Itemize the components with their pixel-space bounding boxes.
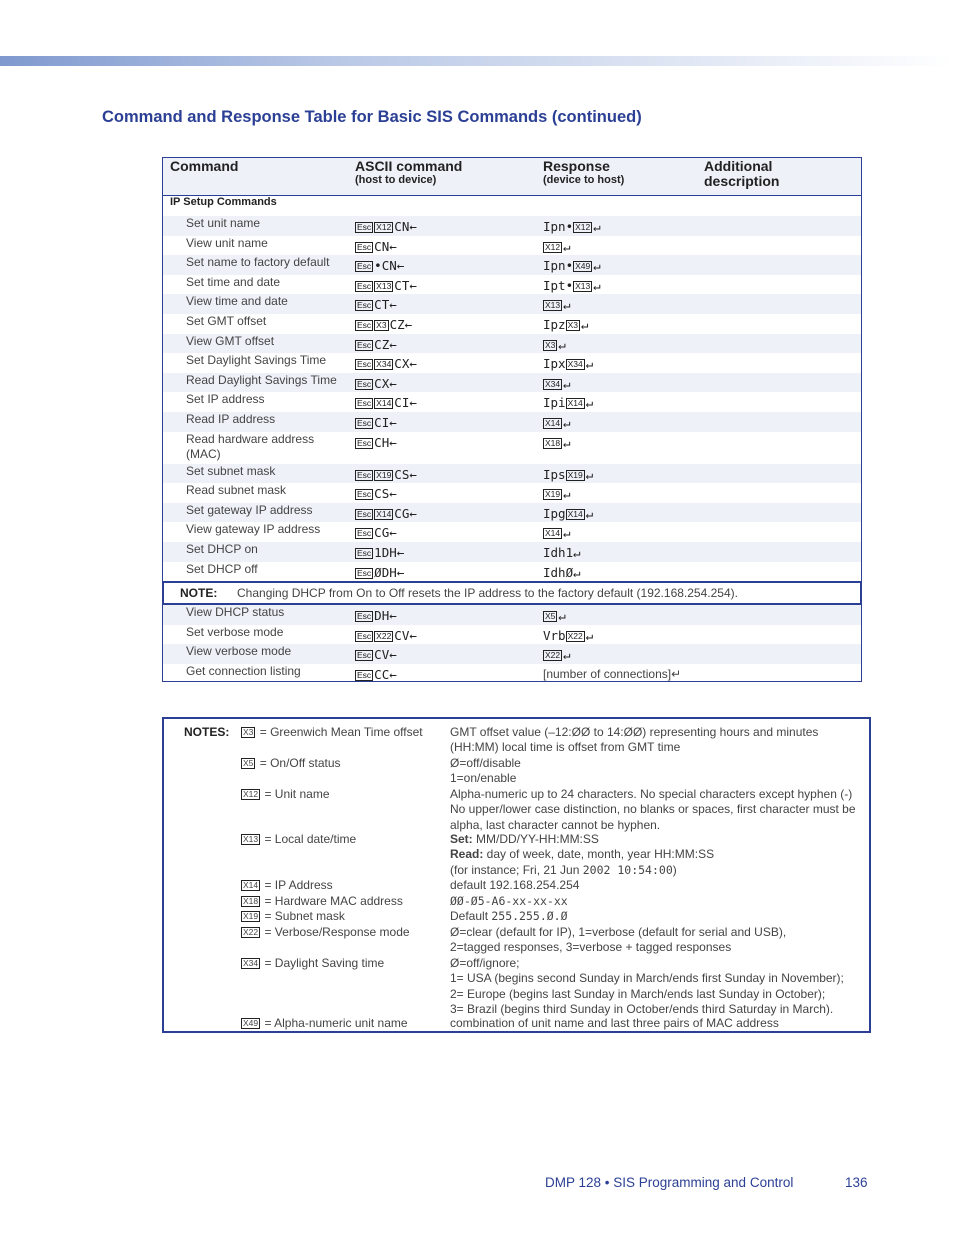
response: Ipn• X49 ↵ xyxy=(543,258,601,274)
note-description: Ø=off/ignore; 1= USA (begins second Sunday in March/ends first Sunday in November); 2= Europe (begins last Sunday in March/ends last Sunday in October); 3= Brazil (begins third Sunday in October/ends third Saturday in March). xyxy=(450,956,844,1016)
key-box: X49 xyxy=(575,261,591,272)
response: Ipt• X13 ↵ xyxy=(543,277,601,293)
key-box: Esc xyxy=(357,611,372,621)
key-box: X14 xyxy=(243,880,259,890)
ascii-command: Esc X14 CG← xyxy=(357,505,417,521)
key-box: Esc xyxy=(357,650,372,661)
key-box: X14 xyxy=(545,418,561,428)
notes-box xyxy=(162,717,871,1033)
page-number: 136 xyxy=(845,1175,868,1190)
response: Ipx X34 ↵ xyxy=(543,356,594,372)
note-description: Set: MM/DD/YY-HH:MM:SS Read: day of week, date, month, year HH:MM:SS (for instance; Fri, 21 Jun 2002 10:54:00) xyxy=(450,832,715,877)
command-name: View gateway IP address xyxy=(186,522,321,537)
response: Ips X19 ↵ xyxy=(543,466,594,482)
ascii-command: Esc ØDH← xyxy=(357,564,405,580)
command-name: Set verbose mode xyxy=(186,624,284,639)
table-row xyxy=(163,432,861,464)
table-row xyxy=(163,255,861,275)
key-box: X5 xyxy=(243,758,254,768)
header-response-label: Response xyxy=(543,158,610,174)
key-box: X12 xyxy=(243,789,259,799)
table-row xyxy=(163,644,861,664)
response: Ipz X3 ↵ xyxy=(543,317,589,332)
response: [number of connections]↵ xyxy=(543,666,682,681)
response: X19 ↵ xyxy=(545,486,571,502)
key-box: X34 xyxy=(567,359,583,370)
command-name: View DHCP status xyxy=(186,605,285,619)
key-box: X18 xyxy=(545,437,561,448)
command-name: Read hardware address (MAC) xyxy=(186,431,315,461)
command-name: Set gateway IP address xyxy=(186,502,313,517)
table-row xyxy=(163,314,861,334)
response: X14 ↵ xyxy=(545,415,571,430)
key-box: Esc xyxy=(357,669,372,680)
key-box: X34 xyxy=(243,958,259,968)
notes-label: NOTES: xyxy=(184,725,230,739)
command-name: Set name to factory default xyxy=(186,255,330,270)
note-key: X5 = On/Off status xyxy=(243,756,341,770)
key-box: Esc xyxy=(357,437,372,448)
key-box: Esc xyxy=(357,300,372,311)
table-row xyxy=(163,522,861,542)
key-box: Esc xyxy=(357,630,372,641)
ascii-command: Esc 1DH← xyxy=(357,545,405,560)
note-description: GMT offset value (–12:ØØ to 14:ØØ) representing hours and minutes (HH:MM) local time is offset from GMT time xyxy=(450,725,819,755)
command-name: Read Daylight Savings Time xyxy=(186,372,337,387)
table-row xyxy=(163,216,861,236)
response: Ipg X14 ↵ xyxy=(543,505,594,521)
table-row xyxy=(163,625,861,645)
note-key: X34 = Daylight Saving time xyxy=(243,956,385,970)
table-header xyxy=(163,158,861,196)
footer-text: DMP 128 • SIS Programming and Control xyxy=(545,1175,794,1190)
key-box: Esc xyxy=(357,222,372,232)
command-name: View unit name xyxy=(186,235,268,250)
note-key: X12 = Unit name xyxy=(243,787,330,801)
ascii-command: Esc CT← xyxy=(357,297,397,313)
note-key: X3 = Greenwich Mean Time offset xyxy=(243,725,423,739)
note-key: X22 = Verbose/Response mode xyxy=(243,925,410,939)
command-name: View GMT offset xyxy=(186,333,275,348)
ascii-command: Esc X13 CT← xyxy=(357,277,417,293)
key-box: Esc xyxy=(357,359,372,370)
note-key: X14 = IP Address xyxy=(243,878,333,892)
key-box: Esc xyxy=(357,418,372,428)
note-description: Ø=off/disable 1=on/enable xyxy=(450,756,521,786)
key-box: X19 xyxy=(545,489,561,500)
ascii-command: Esc X12 CN← xyxy=(357,219,417,234)
response: X34 ↵ xyxy=(545,375,571,391)
table-row xyxy=(163,353,861,373)
key-box: X3 xyxy=(376,320,387,330)
note-description: ØØ-Ø5-A6-xx-xx-xx xyxy=(450,894,568,908)
ascii-command: Esc CN← xyxy=(357,238,397,254)
ascii-command: Esc CI← xyxy=(357,415,397,430)
table-row xyxy=(163,483,861,503)
response: X22 ↵ xyxy=(545,647,571,663)
ascii-command: Esc CH← xyxy=(357,434,397,450)
table-row xyxy=(163,334,861,354)
key-box: Esc xyxy=(357,241,372,252)
command-name: Set unit name xyxy=(186,216,261,230)
table-row xyxy=(163,412,861,432)
command-name: Set DHCP on xyxy=(186,542,258,556)
dhcp-note xyxy=(162,581,862,605)
table-row xyxy=(163,664,861,684)
key-box: Esc xyxy=(357,469,372,480)
header-ascii xyxy=(355,159,462,187)
note-text: Changing DHCP from On to Off resets the IP address to the factory default (192.168.254.254). xyxy=(237,586,738,600)
table-row xyxy=(163,605,861,625)
ascii-command: Esc CS← xyxy=(357,486,397,502)
page-title: Command and Response Table for Basic SIS Commands (continued) xyxy=(102,108,642,126)
key-box: X19 xyxy=(567,469,583,480)
note-description: Alpha-numeric up to 24 characters. No special characters except hyphen (-) No upper/lower case distinction, no blanks or spaces, first character must be alpha, last character cannot be hyphen. xyxy=(450,787,856,832)
table-row xyxy=(163,503,861,523)
table-row xyxy=(163,275,861,295)
ascii-command: Esc X14 CI← xyxy=(357,395,417,411)
ascii-command: Esc X3 CZ← xyxy=(357,317,413,332)
key-box: X19 xyxy=(243,911,259,921)
key-box: Esc xyxy=(357,508,372,519)
header-response-sub: (device to host) xyxy=(543,174,625,186)
key-box: Esc xyxy=(357,489,372,500)
key-box: X22 xyxy=(376,630,392,641)
response: Vrb X22 ↵ xyxy=(543,627,594,643)
key-box: X18 xyxy=(243,896,259,906)
header-ascii-label: ASCII command xyxy=(355,158,463,174)
ascii-command: Esc CZ← xyxy=(357,336,397,352)
command-name: Set subnet mask xyxy=(186,463,276,478)
key-box: X19 xyxy=(376,469,392,480)
header-command: Command xyxy=(170,158,239,174)
command-name: Set IP address xyxy=(186,392,265,407)
ascii-command: Esc DH← xyxy=(357,608,397,623)
note-key: X18 = Hardware MAC address xyxy=(243,894,403,908)
note-key: X13 = Local date/time xyxy=(243,832,357,846)
key-box: X3 xyxy=(567,320,578,330)
key-box: X3 xyxy=(243,727,254,737)
response: X5 ↵ xyxy=(545,608,566,623)
key-box: Esc xyxy=(357,280,372,291)
key-box: X12 xyxy=(575,222,591,232)
ascii-command: Esc X34 CX← xyxy=(357,356,417,372)
note-description: Default 255.255.Ø.Ø xyxy=(450,909,568,923)
command-name: Get connection listing xyxy=(186,663,301,678)
ascii-command: Esc CC← xyxy=(357,666,397,682)
response: X3 ↵ xyxy=(545,336,566,352)
note-key: X49 = Alpha-numeric unit name xyxy=(243,1016,408,1030)
ascii-command: Esc CG← xyxy=(357,525,397,541)
command-name: Read IP address xyxy=(186,412,276,426)
response: X14 ↵ xyxy=(545,525,571,541)
ascii-command: Esc X22 CV← xyxy=(357,627,417,643)
header-response xyxy=(543,159,624,187)
response: X18 ↵ xyxy=(545,434,571,450)
command-table xyxy=(162,157,862,682)
table-row xyxy=(163,236,861,256)
command-name: Set Daylight Savings Time xyxy=(186,353,327,368)
key-box: X13 xyxy=(376,280,392,291)
key-box: Esc xyxy=(357,398,372,409)
key-box: Esc xyxy=(357,567,372,578)
table-row xyxy=(163,294,861,314)
response: Ipn• X12 ↵ xyxy=(543,219,601,234)
command-name: Set time and date xyxy=(186,274,281,289)
command-name: Set DHCP off xyxy=(186,561,258,576)
response: Idh1↵ xyxy=(543,545,581,560)
key-box: Esc xyxy=(357,339,372,350)
command-name: Read subnet mask xyxy=(186,483,287,498)
note-description: combination of unit name and last three pairs of MAC address xyxy=(450,1016,779,1030)
key-box: Esc xyxy=(357,548,372,558)
header-additional xyxy=(704,159,779,189)
note-label: NOTE: xyxy=(180,586,218,600)
table-row xyxy=(163,542,861,562)
key-box: X14 xyxy=(567,508,583,519)
response: X13 ↵ xyxy=(545,297,571,313)
command-name: Set GMT offset xyxy=(186,314,267,328)
command-name: View time and date xyxy=(186,294,288,309)
table-row xyxy=(163,464,861,484)
key-box: X5 xyxy=(545,611,556,621)
key-box: X22 xyxy=(545,650,561,661)
response: X12 ↵ xyxy=(545,238,571,254)
note-description: default 192.168.254.254 xyxy=(450,878,580,892)
section-title: IP Setup Commands xyxy=(170,196,277,208)
key-box: X49 xyxy=(243,1018,259,1028)
ascii-command: Esc CX← xyxy=(357,375,397,391)
key-box: X12 xyxy=(545,241,561,252)
key-box: X12 xyxy=(376,222,392,232)
response: IdhØ↵ xyxy=(543,564,581,580)
ascii-command: Esc CV← xyxy=(357,647,397,663)
key-box: X13 xyxy=(243,834,259,844)
key-box: Esc xyxy=(357,528,372,539)
key-box: X14 xyxy=(567,398,583,409)
key-box: X13 xyxy=(545,300,561,311)
table-row xyxy=(163,392,861,412)
key-box: X14 xyxy=(545,528,561,539)
command-name: View verbose mode xyxy=(186,644,292,659)
response: Ipi X14 ↵ xyxy=(543,395,594,411)
key-box: X34 xyxy=(376,359,392,370)
key-box: X3 xyxy=(545,339,556,350)
key-box: X22 xyxy=(243,927,259,937)
key-box: X13 xyxy=(575,280,591,291)
note-description: Ø=clear (default for IP), 1=verbose (default for serial and USB), 2=tagged responses, 3=verbose + tagged responses xyxy=(450,925,787,955)
key-box: X34 xyxy=(545,378,561,389)
key-box: X14 xyxy=(376,398,392,409)
table-row xyxy=(163,373,861,393)
key-box: X22 xyxy=(567,630,583,641)
header-additional-line2: description xyxy=(704,173,780,189)
header-additional-line1: Additional xyxy=(704,158,773,174)
key-box: Esc xyxy=(357,378,372,389)
ascii-command: Esc •CN← xyxy=(357,258,405,274)
key-box: X14 xyxy=(376,508,392,519)
key-box: Esc xyxy=(357,320,372,330)
key-box: Esc xyxy=(357,261,372,272)
table-row xyxy=(163,562,861,582)
note-key: X19 = Subnet mask xyxy=(243,909,345,923)
header-bar xyxy=(0,56,954,66)
ascii-command: Esc X19 CS← xyxy=(357,466,417,482)
header-ascii-sub: (host to device) xyxy=(355,174,437,186)
